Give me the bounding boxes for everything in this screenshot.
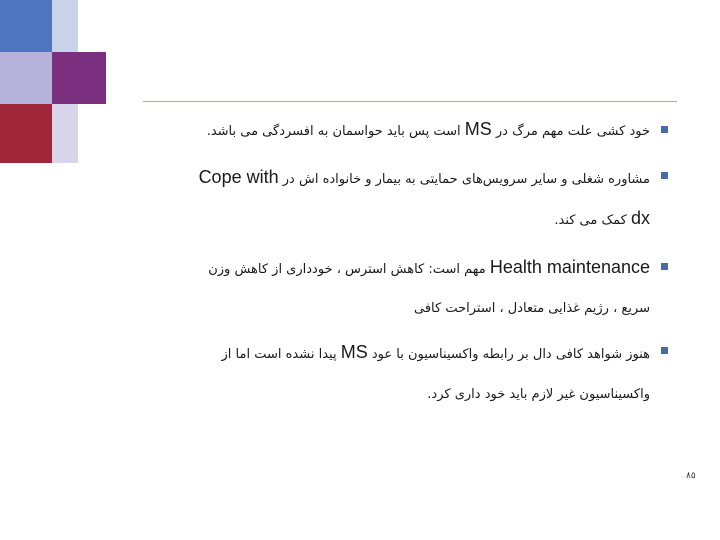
page-number: ٨٥ (686, 470, 696, 480)
decor-square-light-lavender (52, 104, 78, 163)
p4-line1 (222, 343, 650, 364)
p1-line1-after: است پس باید حواسمان به افسردگی می باشد. (206, 124, 461, 139)
p4-line1-after: پیدا نشده است اما از (221, 347, 337, 362)
p2-line2-after: کمک می کند. (554, 213, 627, 228)
p4-line1-before: هنوز شواهد کافی دال بر رابطه واکسیناسیون با عود (371, 347, 650, 362)
bullet-3 (661, 263, 668, 270)
p4-line2-before: واکسیناسیون غیر لازم باید خود داری کرد. (427, 387, 650, 402)
p1-line1-before: خود کشی علت مهم مرگ در (495, 124, 650, 139)
p1-line1-term: MS (464, 119, 492, 139)
p3-line1-after: مهم است: کاهش استرس ، خودداری از کاهش وزن (208, 262, 486, 277)
p2-line1-term: Cope with (198, 167, 279, 187)
p3-line1-term: Health maintenance (489, 257, 650, 277)
decor-square-light-blue (52, 0, 78, 52)
p2-line1-before: مشاوره شغلی و سایر سرویس‌های حمایتی به بیمار و خانواده اش در (282, 172, 650, 187)
p4-line1-term: MS (340, 342, 368, 362)
header-rule (143, 101, 677, 102)
p2-line1 (199, 168, 650, 189)
bullet-4 (661, 347, 668, 354)
p3-line1 (208, 258, 650, 279)
decor-square-purple (52, 52, 106, 104)
p3-line2-before: سریع ، رژیم غذایی متعادل ، استراحت کافی (414, 301, 650, 316)
p1-line1 (207, 120, 650, 141)
p2-line2-term: dx (630, 208, 650, 228)
decor-square-blue (0, 0, 52, 52)
p2-line2 (554, 209, 650, 230)
p3-line2 (414, 300, 650, 318)
bullet-1 (661, 126, 668, 133)
bullet-2 (661, 172, 668, 179)
decor-square-crimson (0, 104, 52, 163)
p4-line2 (427, 386, 650, 404)
decor-square-lavender (0, 52, 52, 104)
